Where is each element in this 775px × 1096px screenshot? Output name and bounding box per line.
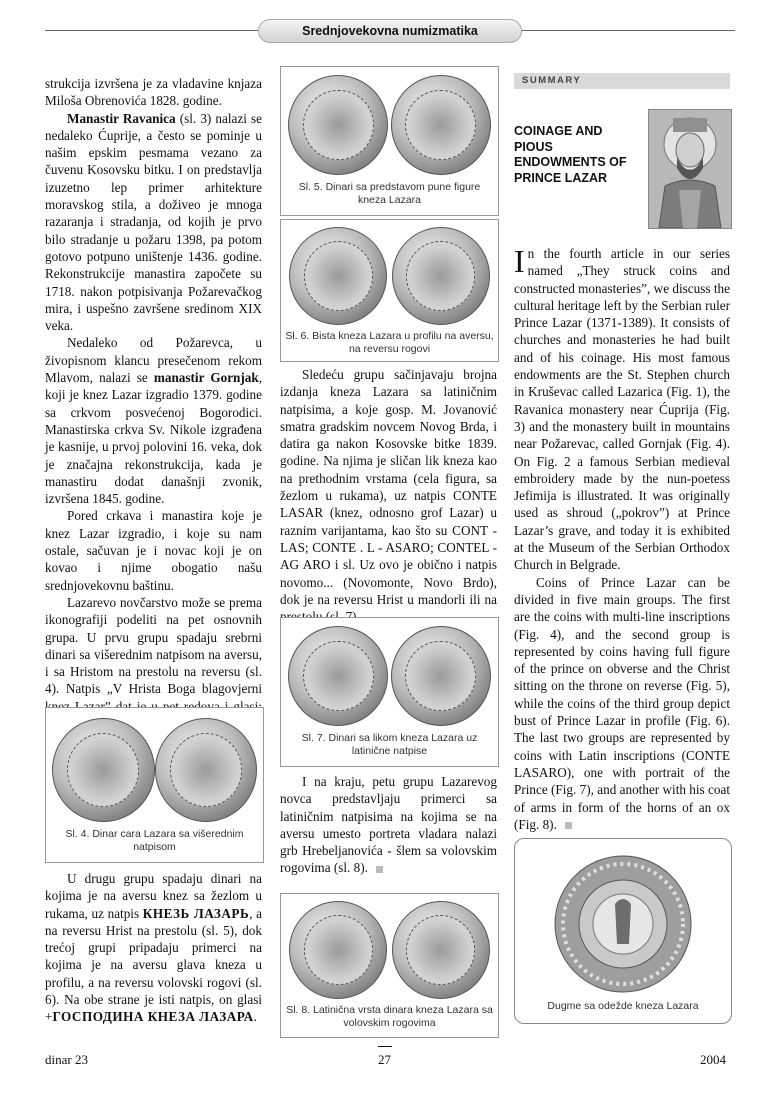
figure-7 [280,617,499,767]
coin-pair [287,224,492,328]
summary-title: COINAGE AND PIOUS ENDOWMENTS OF PRINCE LAZAR [514,124,627,185]
paragraph-gornjak [45,334,262,507]
coin-obverse [289,901,387,999]
coin-figure [303,641,374,712]
coin-mandorla [405,641,476,712]
button-figure [514,838,732,1024]
coin-pair [287,624,492,728]
column-left [45,75,262,750]
column-middle-bottom [280,773,497,877]
summary-label: SUMMARY [514,73,730,89]
figure-5 [280,66,499,216]
coin-figure [406,915,475,984]
coin-figure [303,90,374,161]
coin-inscription [67,733,139,806]
coin-reverse [392,901,490,999]
page-number: 27 [378,1052,391,1067]
portrait-image [649,110,731,228]
coin-reverse [392,227,490,325]
figure-caption: Sl. 5. Dinari sa predstavom pune figure kneza Lazara [298,181,481,206]
paragraph-text: , a na reversu Hrist na prestolu (sl. 5), dok trećoj grupi pripadaju primerci na kojima je na aversu glava kneza u profilu, a na reversu volovski rogovi (sl. 6). Na obe strane je isti natpis, on glasi + [45,905,262,1025]
end-mark-icon [376,866,383,873]
paragraph-text: . [253,1009,257,1025]
paragraph-text: n the fourth article in our series named „They struck coins and constructed monasteries”, we discuss the cultural heritage left by the Serbian ruler Prince Lazar (1371-1389). It consists of churches and monasteries he had built and of his coinage. His most famous endowments are the St. Stephen church in Kruševac called Lazarica (Fig. 1), the Ravanica monastery near Ćuprija (Fig. 3) and the monastery built in mountains near Požarevac, called Gornjak (Fig. 4). On Fig. 2 a famous Serbian medieval embroidery made by the nun-poetess Jefimija is illustrated. It was originally used as shroud („pokrov”) at Prince Lazar’s grave, and today it is exhibited at the Museum of the Serbian Orthodox Church in Belgrade. [514,246,730,573]
column-right [514,245,730,833]
paragraph-text: U drugu grupu spadaju dinari na kojima je na aversu knez sa žezlom u rukama, uz natpis [45,871,262,921]
figure-4 [45,707,264,863]
figure-caption: Sl. 8. Latinična vrsta dinara kneza Lazara sa volovskim rogovima [286,1004,493,1029]
bold-term: manastir Gornjak [153,370,259,386]
coin-pair [287,73,492,177]
coin-bust [304,241,373,310]
section-title: Srednjovekovna numizmatika [258,19,522,43]
button-image [515,849,731,999]
coin-obverse [288,626,388,726]
coin-helmet [304,915,373,984]
paragraph: Pored crkava i manastira koje je knez Lazar izgradio, i koje su nam ostale, sačuvan je i novac koji je on kovao i njime obogatio našu srednjovekovnu baštinu. [45,508,262,593]
footer-journal: dinar 23 [45,1052,88,1067]
coin-obverse [52,718,155,822]
paragraph-text: Nedaleko od Požarevca, u živopisnom klancu presečenom rekom Mlavom, nalazi se [45,335,262,386]
figure-6 [280,219,499,362]
paragraph-groups [45,870,262,1026]
footer-year: 2004 [700,1052,726,1067]
prince-lazar-portrait [648,109,732,229]
coin-obverse [288,75,388,175]
figure-caption: Sl. 6. Bista kneza Lazara u profilu na aversu, na reversu rogovi [285,330,494,355]
summary-paragraph [514,574,730,833]
figure-8 [280,893,499,1038]
drop-cap: I [514,243,525,279]
coin-reverse [391,75,491,175]
coin-pair [287,898,492,1002]
paragraph [280,773,497,877]
paragraph-text: , koji je knez Lazar izgradio 1379. godine sa crkvom posvećenoj Bogorodici. Manastirska crkva Sv. Nikole izgrađena je kasnije, u prvoj polovini 16. veka, dok je značajna rekonstrukcija, kada je manastiru dodat današnji zvonik, izvršena 1845. godine. [45,370,262,507]
paragraph-text: Coins of Prince Lazar can be divided in five main groups. The first are the coins with multi-line inscriptions (Fig. 4), and the second group is represented by coins having full figure of the prince on obverse and the Christ sitting on the throne on reverse (Fig. 5), while the coins of the third group depict bust of Prince Lazar in profile (Fig. 6). The last two groups are represented by coins with Latin inscriptions (CONTE LASARO), one with portrait of the Prince (Fig. 7), and another with his coat of arms in form of the horns of an ox (Fig. 8). [514,574,730,832]
coin-christ-throne [170,733,242,806]
summary-paragraph [514,245,730,574]
coin-horns [406,241,475,310]
paragraph: strukcija izvršena je za vladavine knjaza Miloša Obrenovića 1828. godine. [45,76,262,109]
column-middle [280,366,497,625]
coin-reverse [391,626,491,726]
coin-legend: ГОСПОДИНА КНЕЗА ЛАЗАРА [52,1009,254,1025]
coin-obverse [289,227,387,325]
figure-caption: Sl. 4. Dinar cara Lazara sa višerednim natpisom [65,828,244,853]
end-mark-icon [565,822,572,829]
paragraph-text: (sl. 3) nalazi se nedaleko Ćuprije, a često se pominje u našim epskim pesmama vezano za čuvenu Kosovsku bitku. I on predstavlja izuzetno lep primer arhitekture moravskog stila, a doživeo je mnoga razaranja i stradanja, od kojih je prvo bilo stradanje u požaru 1398, pa potom gotovo potpuno uništenje 1436. godine. Rekonstrukcije manastira započete su 1718. nakon potpisivanja Požarevačkog mira, i uspešno završene sredinom XIX veka. [45,110,263,334]
paragraph-ravanica [45,110,262,335]
figure-caption: Sl. 7. Dinari sa likom kneza Lazara uz latinične natpise [301,732,478,757]
coin-figure [405,90,476,161]
coin-legend: КНЕЗЬ ЛАЗАРЬ [142,905,250,921]
column-left-bottom [45,870,262,1026]
paragraph-text: I na kraju, petu grupu Lazarevog novca predstavljaju primerci sa latiničnim natpisima na kojima se na aversu umesto portreta vladara nalazi grb Hrebeljanovića - šlem sa volovskim rogovima (sl. 8). [280,774,497,876]
coin-reverse [155,718,258,822]
figure-caption: Dugme sa odežde kneza Lazara [547,1000,699,1012]
paragraph: Sledeću grupu sačinjavaju brojna izdanja kneza Lazara sa latiničnim natpisima, a koje gosp. M. Jovanović smatra gradskim novcem Novog Brda, i datira ga nakon Kosovske bitke 1839. godine. Na njima je sličan lik kneza kao na prethodnim vrstama (cela figura, sa žezlom u rukama), uz natpis CONTE LASAR (knez, odnosno grof Lazar) u raznim varijantama, kao što su CONT - LAS; CONTE . L - ASARO; CONTEL - AG ARO i sl. Uz ovo je obično i natpis novomo... (Novomonte, Novo Brdo), dok je na reversu Hrist u mandorli ili na [280,367,497,607]
page-number-rule [378,1046,392,1047]
paragraph-text: Lazarevo novčarstvo može se prema ikonografiji podeliti na pet osnovnih grupa. U prvu grupu spadaju srebrni dinari sa višerednim natpisom na aversu, i sa Hristom na prestolu na reversu (sl. 4). Natpis „V Hrista Boga blagovjerni [45,594,262,697]
bold-term: Manastir Ravanica [67,110,176,126]
coin-pair [52,716,257,824]
